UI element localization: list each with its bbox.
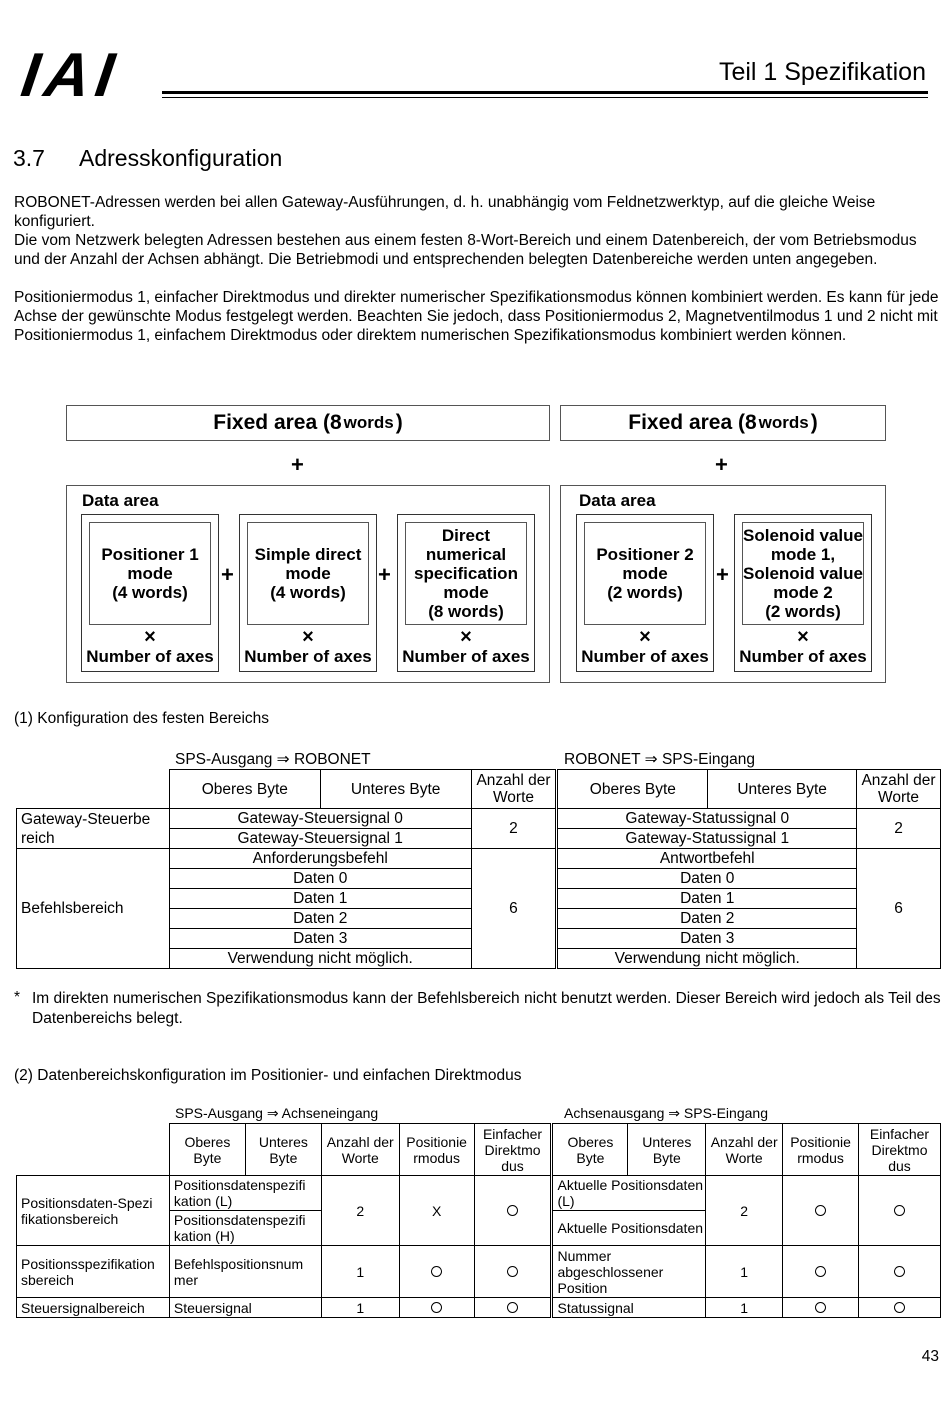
simple-direct-cell <box>859 1298 941 1318</box>
table-cell: Gateway-Statussignal 0 <box>557 809 857 829</box>
word-count-cell: 2 <box>471 809 557 849</box>
table-cell: Daten 2 <box>169 909 471 929</box>
col-word-count: Anzahl der Worte <box>471 770 557 809</box>
simple-direct-cell <box>859 1246 941 1298</box>
table-cell: Positionsdatenspezifi kation (H) <box>169 1211 321 1246</box>
circle-icon <box>815 1302 826 1313</box>
table-cell: Aktuelle Positionsdaten (L) <box>552 1176 706 1211</box>
number-of-axes-label: Number of axes <box>739 647 867 666</box>
note-text: Im direkten numerischen Spezifikationsmodus kann der Befehlsbereich nicht benutzt werden. Dieser Bereich wird jedoch als Teil des Datenbereichs belegt. <box>32 990 941 1027</box>
number-of-axes-label: Number of axes <box>402 647 530 666</box>
mode-simple-direct <box>239 514 377 672</box>
word-count-cell: 2 <box>321 1176 399 1246</box>
col-word-count: Anzahl der Worte <box>857 770 941 809</box>
paragraph-2: Die vom Netzwerk belegten Adressen bestehen aus einem festen 8-Wort-Bereich und einem Datenbereich, der vom Betriebsmodus und der Anzahl der Achsen abhängt. Die Betriebmodi und entsprechenden belegten Datenbereiche werden unten angegeben. <box>14 232 917 269</box>
table-cell: Gateway-Steuersignal 1 <box>169 829 471 849</box>
table-row <box>17 1246 941 1298</box>
mode-label: Simple direct mode (4 words) <box>247 522 369 625</box>
word-count-cell: 6 <box>857 849 941 969</box>
circle-icon <box>507 1266 518 1277</box>
times-sign: × <box>460 626 472 648</box>
row-label-gateway: Gateway-Steuerbe reich <box>17 809 170 849</box>
paragraph-3: Positioniermodus 1, einfacher Direktmodus und direkter numerischer Spezifikationsmodus können kombiniert werden. Es kann für jede Achse der gewünschte Modus festgelegt werden. Beachten Sie jedoch, dass Positioniermodus 2, Magnetventilmodus 1 und 2 nicht mit Positioniermodus 1, einfachem Direktmodus oder direktem numerischen Spezifikationsmodus kombiniert werden können. <box>14 289 939 345</box>
circle-icon <box>894 1205 905 1216</box>
table-cell: Aktuelle Positionsdaten <box>552 1211 706 1246</box>
table2-caption: (2) Datenbereichskonfiguration im Positionier- und einfachen Direktmodus <box>14 1067 522 1084</box>
times-sign: × <box>639 626 651 648</box>
circle-icon <box>507 1302 518 1313</box>
table-cell: Verwendung nicht möglich. <box>169 949 471 969</box>
table-cell: Daten 1 <box>557 889 857 909</box>
mode-direct-numerical <box>397 514 535 672</box>
circle-icon <box>815 1205 826 1216</box>
circle-icon <box>507 1205 518 1216</box>
word-count-cell: 2 <box>706 1176 783 1246</box>
note-mark: * <box>14 989 21 1006</box>
mode-label: Positioner 1 mode (4 words) <box>89 522 211 625</box>
iai-logo: IAI <box>17 41 125 110</box>
word-count-cell: 6 <box>471 849 557 969</box>
times-sign: × <box>797 626 809 648</box>
table2-group-left: SPS-Ausgang ⇒ Achseneingang <box>175 1105 379 1121</box>
table-row <box>17 809 941 829</box>
table-cell: Daten 3 <box>169 929 471 949</box>
positioner-mode-cell <box>399 1298 474 1318</box>
paragraph-1: ROBONET-Adressen werden bei allen Gateway-Ausführungen, d. h. unabhängig vom Feldnetzwerktyp, auf die gleiche Weise konfiguriert. <box>14 194 876 231</box>
table-cell: Nummer abgeschlossener Position <box>552 1246 706 1298</box>
col-lower-byte: Unteres Byte <box>245 1124 321 1176</box>
positioner-mode-cell <box>783 1298 859 1318</box>
plus-sign: + <box>378 562 391 587</box>
data-area-table <box>16 1123 941 1318</box>
mode-positioner-1 <box>81 514 219 672</box>
table-cell: Daten 2 <box>557 909 857 929</box>
circle-icon <box>431 1266 442 1277</box>
row-label: Positionsdaten-Spezi fikationsbereich <box>17 1176 170 1246</box>
plus-sign: + <box>715 452 728 477</box>
simple-direct-cell <box>859 1176 941 1246</box>
table-cell: Gateway-Statussignal 1 <box>557 829 857 849</box>
simple-direct-cell <box>474 1246 552 1298</box>
table-cell: Daten 0 <box>557 869 857 889</box>
table2-group-right: Achsenausgang ⇒ SPS-Eingang <box>564 1105 768 1121</box>
mode-label: Direct numerical specification mode (8 words) <box>405 522 527 625</box>
word-count-cell: 1 <box>321 1246 399 1298</box>
plus-sign: + <box>291 452 304 477</box>
mode-label: Positioner 2 mode (2 words) <box>584 522 706 625</box>
table-cell: Anforderungsbefehl <box>169 849 471 869</box>
section-heading <box>13 145 282 172</box>
table-header-row <box>17 1124 941 1176</box>
table-cell: Positionsdatenspezifi kation (L) <box>169 1176 321 1211</box>
table-cell: Verwendung nicht möglich. <box>557 949 857 969</box>
word-count-cell: 1 <box>321 1298 399 1318</box>
section-number: 3.7 <box>13 145 45 171</box>
plus-sign: + <box>716 562 729 587</box>
row-label-command: Befehlsbereich <box>17 849 170 969</box>
table1-group-right: ROBONET ⇒ SPS-Eingang <box>564 751 756 768</box>
positioner-mode-cell: X <box>399 1176 474 1246</box>
col-positioner-mode: Positionie rmodus <box>399 1124 474 1176</box>
header-rule-thick <box>162 91 928 94</box>
table-row <box>17 849 941 869</box>
table-cell: Daten 1 <box>169 889 471 909</box>
data-area-box-left <box>66 485 550 683</box>
times-sign: × <box>144 626 156 648</box>
table-cell: Daten 3 <box>557 929 857 949</box>
simple-direct-cell <box>474 1298 552 1318</box>
col-word-count: Anzahl der Worte <box>706 1124 783 1176</box>
header-title: Teil 1 Spezifikation <box>718 58 926 86</box>
table-cell: Gateway-Steuersignal 0 <box>169 809 471 829</box>
plus-sign: + <box>221 562 234 587</box>
table-header-row <box>17 770 941 809</box>
positioner-mode-cell <box>399 1246 474 1298</box>
mode-positioner-2 <box>576 514 714 672</box>
table-cell: Antwortbefehl <box>557 849 857 869</box>
circle-icon <box>894 1266 905 1277</box>
header-rule-thin <box>162 97 928 98</box>
number-of-axes-label: Number of axes <box>581 647 709 666</box>
col-lower-byte: Unteres Byte <box>628 1124 706 1176</box>
data-area-label: Data area <box>82 491 159 510</box>
table-cell: Statussignal <box>552 1298 706 1318</box>
circle-icon <box>431 1302 442 1313</box>
table-cell: Befehlspositionsnum mer <box>169 1246 321 1298</box>
row-label: Positionsspezifikation sbereich <box>17 1246 170 1298</box>
circle-icon <box>894 1302 905 1313</box>
col-lower-byte: Unteres Byte <box>708 770 857 809</box>
row-label: Steuersignalbereich <box>17 1298 170 1318</box>
col-simple-direct-mode: Einfacher Direktmo dus <box>474 1124 552 1176</box>
word-count-cell: 2 <box>857 809 941 849</box>
times-sign: × <box>302 626 314 648</box>
page-number: 43 <box>921 1348 939 1365</box>
col-lower-byte: Unteres Byte <box>320 770 471 809</box>
table-cell: Steuersignal <box>169 1298 321 1318</box>
section-title: Adresskonfiguration <box>79 145 283 171</box>
number-of-axes-label: Number of axes <box>244 647 372 666</box>
col-simple-direct-mode: Einfacher Direktmo dus <box>859 1124 941 1176</box>
table-row <box>17 1298 941 1318</box>
col-upper-byte: Oberes Byte <box>169 770 320 809</box>
table1-group-left: SPS-Ausgang ⇒ ROBONET <box>175 751 371 768</box>
col-upper-byte: Oberes Byte <box>169 1124 245 1176</box>
table-row <box>17 1176 941 1211</box>
fixed-area-table <box>16 769 941 969</box>
table-cell: Daten 0 <box>169 869 471 889</box>
mode-label: Solenoid value mode 1, Solenoid value mode 2 (2 words) <box>742 522 864 625</box>
fixed-area-box-left: Fixed area (8 words ) <box>66 405 550 441</box>
circle-icon <box>815 1266 826 1277</box>
positioner-mode-cell <box>783 1246 859 1298</box>
word-count-cell: 1 <box>706 1246 783 1298</box>
col-word-count: Anzahl der Worte <box>321 1124 399 1176</box>
number-of-axes-label: Number of axes <box>86 647 214 666</box>
word-count-cell: 1 <box>706 1298 783 1318</box>
positioner-mode-cell <box>783 1176 859 1246</box>
table1-caption: (1) Konfiguration des festen Bereichs <box>14 710 270 727</box>
fixed-area-box-right: Fixed area (8 words ) <box>560 405 886 441</box>
data-area-label: Data area <box>579 491 656 510</box>
mode-solenoid-value <box>734 514 872 672</box>
simple-direct-cell <box>474 1176 552 1246</box>
col-upper-byte: Oberes Byte <box>552 1124 628 1176</box>
col-positioner-mode: Positionie rmodus <box>783 1124 859 1176</box>
col-upper-byte: Oberes Byte <box>557 770 708 809</box>
data-area-box-right <box>560 485 886 683</box>
